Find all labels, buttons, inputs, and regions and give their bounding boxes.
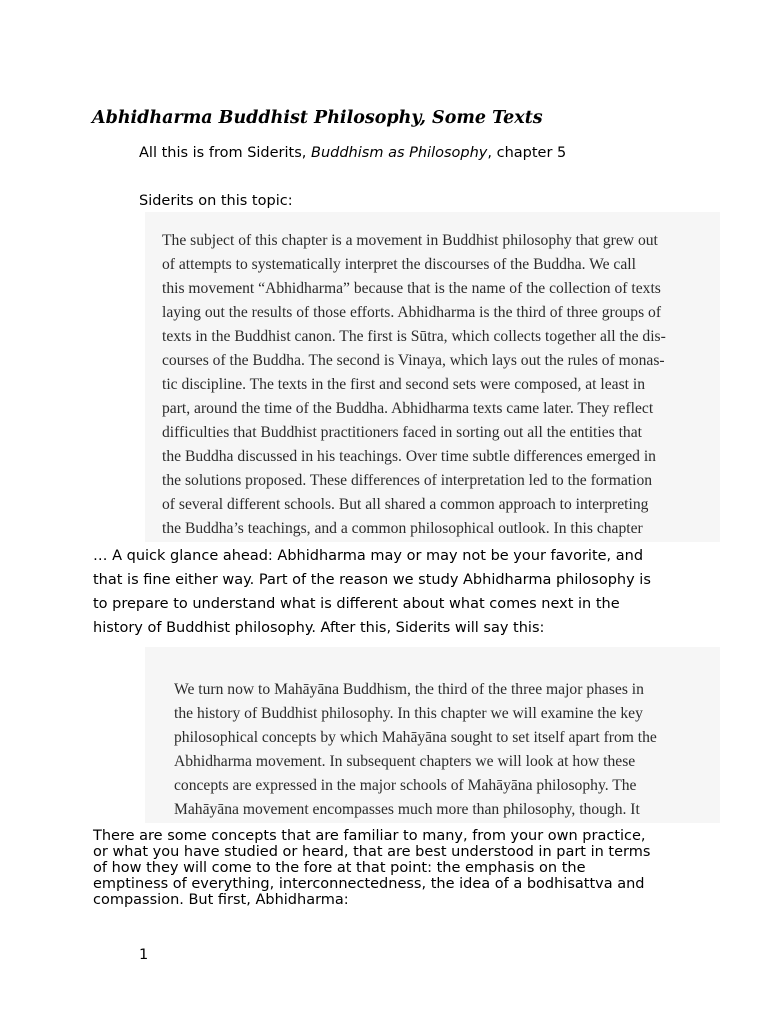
paragraph-line: that is fine either way. Part of the reason we study Abhidharma philosophy is — [93, 572, 651, 588]
paragraph-line: of how they will come to the fore at that point: the emphasis on the — [93, 860, 586, 876]
excerpt-line: Mahāyāna movement encompasses much more than philosophy, though. It — [174, 801, 640, 818]
excerpt-line: this movement “Abhidharma” because that is the name of the collection of texts — [162, 280, 661, 297]
paragraph-line: compassion. But first, Abhidharma: — [93, 892, 349, 908]
closing-paragraph — [93, 828, 713, 913]
excerpt-line: We turn now to Mahāyāna Buddhism, the third of the three major phases in — [174, 681, 644, 698]
paragraph-line: emptiness of everything, interconnectedness, the idea of a bodhisattva and — [93, 876, 645, 892]
excerpt-line: The subject of this chapter is a movement in Buddhist philosophy that grew out — [162, 232, 658, 249]
excerpt-line: the solutions proposed. These differences of interpretation led to the formation — [162, 472, 653, 489]
excerpt-line: the history of Buddhist philosophy. In this chapter we will examine the key — [174, 705, 643, 722]
paragraph-line: … A quick glance ahead: Abhidharma may or may not be your favorite, and — [93, 548, 644, 564]
paragraph-line: to prepare to understand what is different about what comes next in the — [93, 596, 620, 612]
excerpt-line: tic discipline. The texts in the first and second sets were composed, at least in — [162, 376, 645, 393]
excerpt-line: difficulties that Buddhist practitioners faced in sorting out all the entities that — [162, 424, 642, 441]
excerpt-line: texts in the Buddhist canon. The first is Sūtra, which collects together all the dis- — [162, 328, 666, 345]
paragraph-line: or what you have studied or heard, that are best understood in part in terms — [93, 844, 651, 860]
excerpt-line: Abhidharma movement. In subsequent chapters we will look at how these — [174, 753, 636, 770]
excerpt-line: laying out the results of those efforts. Abhidharma is the third of three groups of — [162, 304, 662, 321]
excerpt-line: of attempts to systematically interpret the discourses of the Buddha. We call — [162, 256, 636, 273]
book-title: Buddhism as Philosophy — [311, 145, 488, 161]
source-prefix: All this is from Siderits, — [139, 145, 312, 161]
paragraph-line: There are some concepts that are familiar to many, from your own practice, — [93, 828, 646, 844]
page-number: 1 — [139, 947, 149, 963]
excerpt-scan-1 — [145, 212, 720, 542]
document-title: Abhidharma Buddhist Philosophy, Some Texts — [92, 108, 543, 128]
excerpt-line: the Buddha discussed in his teachings. Over time subtle differences emerged in — [162, 448, 656, 465]
excerpt-line: of several different schools. But all shared a common approach to interpreting — [162, 496, 649, 513]
source-line — [139, 145, 566, 161]
source-suffix: , chapter 5 — [487, 145, 567, 161]
excerpt-line: the Buddha’s teachings, and a common philosophical outlook. In this chapter — [162, 520, 643, 537]
middle-paragraph — [93, 548, 713, 644]
excerpt-line: concepts are expressed in the major schools of Mahāyāna philosophy. The — [174, 777, 637, 794]
paragraph-line: history of Buddhist philosophy. After this, Siderits will say this: — [93, 620, 545, 636]
excerpt-line: part, around the time of the Buddha. Abhidharma texts came later. They reflect — [162, 400, 654, 417]
excerpt-line: philosophical concepts by which Mahāyāna sought to set itself apart from the — [174, 729, 657, 746]
excerpt-line: courses of the Buddha. The second is Vinaya, which lays out the rules of monas- — [162, 352, 665, 369]
excerpt-scan-2 — [145, 647, 720, 823]
topic-intro: Siderits on this topic: — [139, 193, 293, 209]
